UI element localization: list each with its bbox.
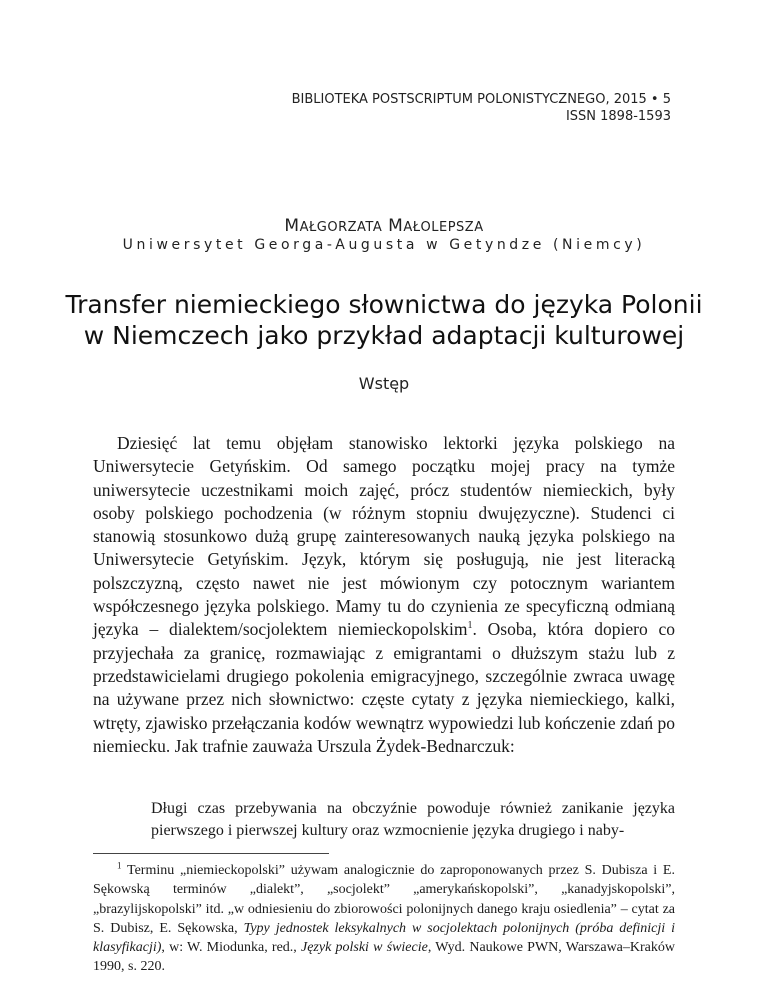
issn-line: ISSN 1898-1593 [565,109,671,124]
footnote-reference: 1 [467,620,473,632]
paragraph [93,432,675,758]
author-first-rest: AŁGORZATA [299,220,383,235]
footnote-divider [93,853,329,854]
author-last-initial: M [388,216,404,236]
author-affiliation: Uniwersytet Georga-Augusta w Getyndze (Niemcy) [122,237,646,253]
title-line-1: Transfer niemieckiego słownictwa do języka Polonii [65,290,703,319]
section-heading: Wstęp [358,374,410,393]
footnote-text-b: , w: W. Miodunka, red., [161,940,301,956]
author-last-rest: AŁOLEPSZA [403,220,484,235]
paragraph-text-b: . Osoba, która dopiero co przyjechała za granicę, rozmawiając z emigrantami o dłuższym stażu lub z przedstawicielami drugiego pokolenia emigracyjnego, szczególnie zwraca uwagę na używane przez nich słownictwo: częste cytaty z języka niemieckiego, kalki, wtręty, zjawisko przełączania kodów wewnątrz wypowiedzi lub kończenie zdań po niemiecku. Jak trafnie zauważa Urszula Żydek-Bednarczuk: [93,619,675,756]
running-header [292,91,671,125]
footnote [93,861,675,977]
footnote-number: 1 [117,860,122,871]
author-first-initial: M [284,216,300,236]
title-line-2: w Niemczech jako przykład adaptacji kulturowej [83,321,685,350]
footnote-text-c: , Wyd. Naukowe PWN, Warszawa–Kraków 1990, s. 220. [93,940,675,975]
paper-title [0,289,768,351]
paragraph-text-a: Dziesięć lat temu objęłam stanowisko lektorki języka polskiego na Uniwersytecie Getyńskim. Od samego początku mojej pracy na tymże uniwersytecie uczestnikami moich zajęć, prócz studentów niemieckich, były osoby polskiego pochodzenia (w różnym stopniu dwujęzyczne). Studenci ci stanowią stosunkowo dużą grupę zainteresowanych nauką języka polskiego na Uniwersytecie Getyńskim. Język, którym się posługują, nie jest literacką polszczyzną, często nawet nie jest mówionym czy potocznym wariantem współczesnego języka polskiego. Mamy tu do czynienia ze specyficzną odmianą języka – dialektem/socjolektem niemieckopolskim [93,433,675,640]
footnote-italic-title-1: Typy jednostek leksykalnych w socjolektach polonijnych (próba definicji i klasyfikacji) [93,920,675,956]
series-line: BIBLIOTEKA POSTSCRIPTUM POLONISTYCZNEGO, 2015 • 5 [291,92,671,107]
footnote-text-a: Terminu „niemieckopolski” używam analogicznie do zaproponowanych przez S. Dubisza i E. Sękowską terminów „dialekt”, „socjolekt” „amerykańskopolski”, „kanadyjskopolski”, „brazylijskopolski” itd. „w odniesieniu do zbiorowości polonijnych danego kraju osiedlenia” – cytat za S. Dubisz, E. Sękowska, [93,863,675,936]
author-name [0,216,768,236]
footnote-italic-title-2: Język polski w świecie [300,940,428,956]
body-text [93,432,675,758]
block-quote: Długi czas przebywania na obczyźnie powoduje również zanikanie języka pierwszego i pierwszej kultury oraz wzmocnienie języka drugiego i naby- [151,800,675,839]
